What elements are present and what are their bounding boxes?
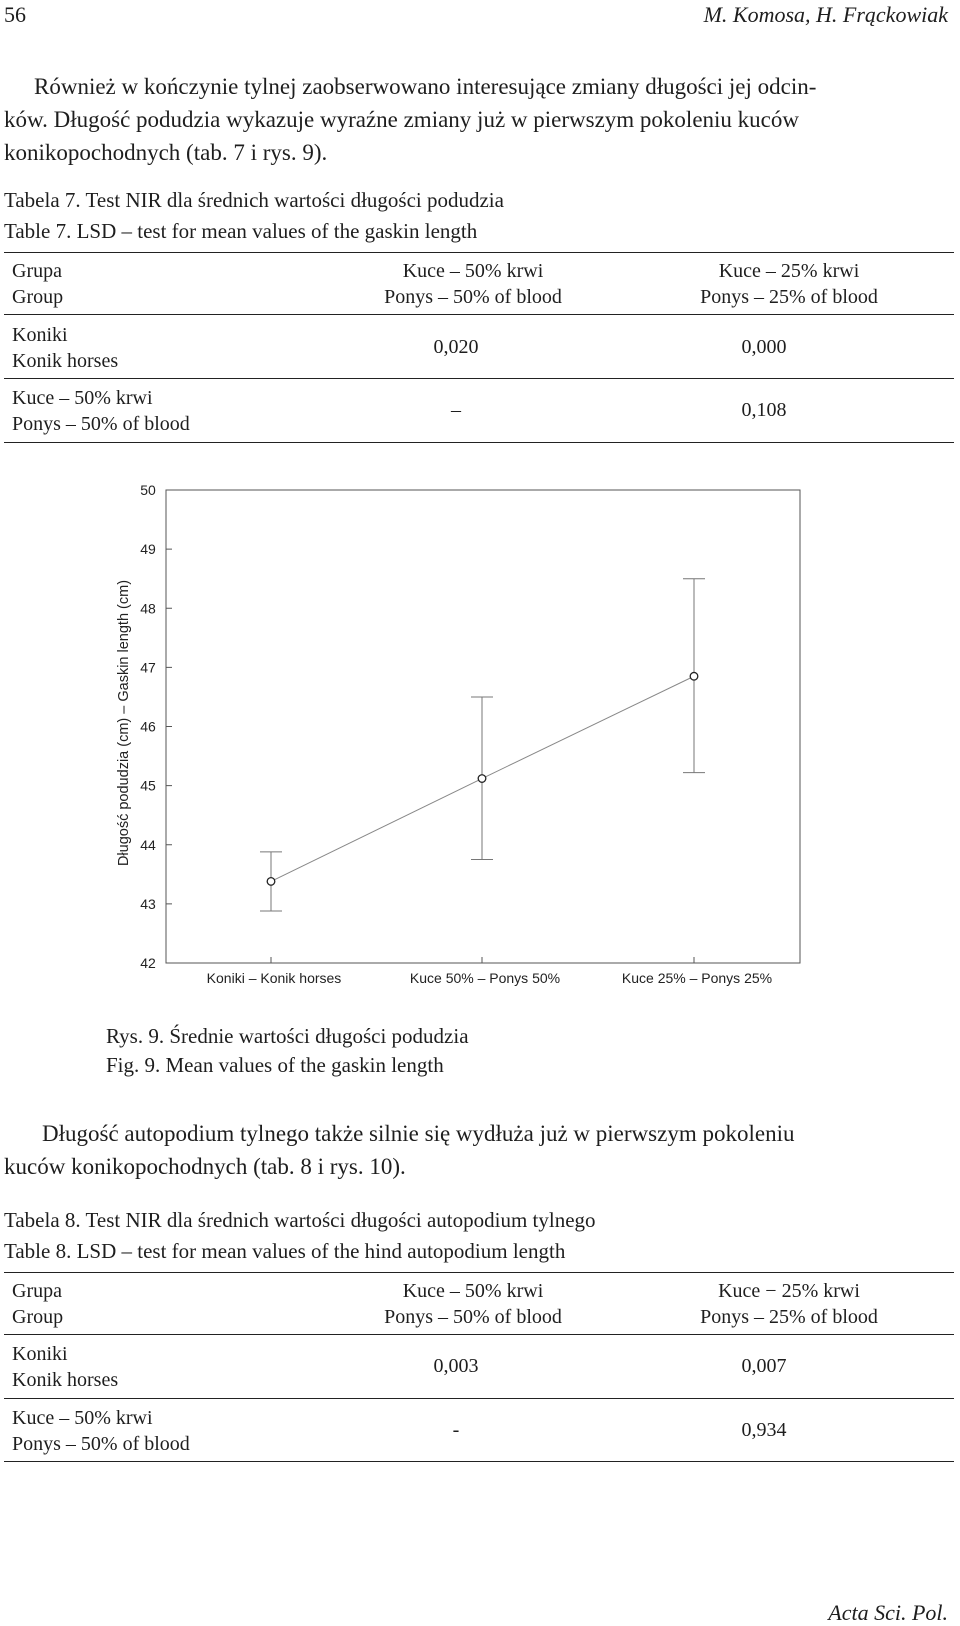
header-label: Kuce − 25% krwi (718, 1280, 860, 1302)
table7-row-group (12, 385, 190, 437)
y-tick-label: 44 (140, 836, 156, 853)
figure9-caption-pl: Rys. 9. Średnie wartości długości podudzia (106, 1024, 469, 1048)
y-tick-label: 46 (140, 718, 156, 735)
row-label: Konik horses (12, 1369, 119, 1391)
table8-header-ponys25 (696, 1278, 882, 1330)
table8-cell-value: 0,003 (433, 1355, 479, 1377)
header-label: Kuce – 50% krwi (402, 1280, 544, 1302)
table-rule (4, 1398, 954, 1399)
table-rule (4, 442, 954, 443)
gaskin-length-chart (0, 470, 960, 1010)
header-label: Ponys – 50% of blood (384, 1306, 562, 1328)
paragraph-intro (4, 70, 954, 169)
table8-caption-pl: Tabela 8. Test NIR dla średnich wartości długości autopodium tylnego (4, 1208, 596, 1232)
paragraph-line: konikopochodnych (tab. 7 i rys. 9). (4, 140, 328, 165)
table7-header-ponys25 (696, 258, 882, 310)
table7-caption-pl: Tabela 7. Test NIR dla średnich wartości długości podudzia (4, 188, 504, 212)
y-tick-label: 45 (140, 777, 156, 794)
row-label: Ponys – 50% of blood (12, 1433, 190, 1455)
table8-cell-value: 0,007 (741, 1355, 787, 1377)
mean-point (478, 775, 486, 783)
table7-header-ponys50 (380, 258, 566, 310)
row-label: Kuce – 50% krwi (12, 1407, 153, 1429)
table7-cell-value: – (451, 399, 461, 421)
table7-header-group (12, 258, 63, 310)
chart-frame (166, 490, 800, 963)
table8-header-group (12, 1278, 63, 1330)
y-axis-label: Długość podudzia (cm) – Gaskin length (cm) (116, 579, 132, 867)
paragraph-autopodium (4, 1117, 954, 1183)
table8-header-ponys50 (380, 1278, 566, 1330)
header-label: Ponys – 25% of blood (700, 1306, 878, 1328)
y-axis-ticks (140, 482, 172, 971)
x-tick-label: Kuce 25% – Ponys 25% (621, 970, 773, 986)
journal-footer: Acta Sci. Pol. (828, 1600, 948, 1625)
table-rule (4, 1334, 954, 1335)
page-number: 56 (4, 2, 26, 27)
table7-cell-value: 0,020 (433, 336, 479, 358)
mean-point (267, 878, 275, 886)
y-tick-label: 47 (140, 659, 156, 676)
table7-cell-value: 0,108 (741, 399, 787, 421)
row-label: Koniki (12, 1343, 68, 1365)
x-tick-label: Koniki – Konik horses (206, 970, 342, 986)
paragraph-line: ków. Długość podudzia wykazuje wyraźne zmiany już w pierwszym pokoleniu kuców (4, 107, 799, 132)
plot-area (166, 490, 800, 963)
table-rule (4, 252, 954, 253)
table-rule (4, 378, 954, 379)
table-rule (4, 1272, 954, 1273)
header-label: Ponys – 50% of blood (384, 286, 562, 308)
x-tick-label: Kuce 50% – Ponys 50% (409, 970, 561, 986)
table-rule (4, 1461, 954, 1462)
header-label: Ponys – 25% of blood (700, 286, 878, 308)
header-label: Grupa (12, 260, 62, 282)
table7-cell-value: 0,000 (741, 336, 787, 358)
x-axis-ticks (207, 957, 772, 986)
y-tick-label: 49 (140, 541, 156, 558)
header-label: Kuce – 50% krwi (402, 260, 544, 282)
table-rule (4, 314, 954, 315)
figure9-caption-en: Fig. 9. Mean values of the gaskin length (106, 1053, 444, 1077)
table7-caption-en: Table 7. LSD – test for mean values of the gaskin length (4, 219, 478, 243)
paragraph-line: Również w kończynie tylnej zaobserwowano interesujące zmiany długości jej odcin- (34, 74, 817, 99)
table7-row-group (12, 322, 118, 374)
error-bars (260, 579, 705, 911)
table8-row-group (12, 1341, 118, 1393)
y-tick-label: 50 (140, 482, 156, 498)
table8-caption-en: Table 8. LSD – test for mean values of the hind autopodium length (4, 1239, 566, 1263)
y-tick-label: 42 (140, 955, 156, 971)
y-tick-label: 43 (140, 895, 156, 912)
header-label: Grupa (12, 1280, 62, 1302)
row-label: Koniki (12, 324, 68, 346)
running-head-authors: M. Komosa, H. Frąckowiak (703, 2, 948, 27)
paragraph-line: kuców konikopochodnych (tab. 8 i rys. 10). (4, 1154, 406, 1179)
row-label: Ponys – 50% of blood (12, 413, 190, 435)
mean-point (690, 672, 698, 680)
row-label: Konik horses (12, 350, 119, 372)
table8-cell-value: 0,934 (741, 1419, 787, 1441)
y-tick-label: 48 (140, 600, 156, 617)
table8-row-group (12, 1405, 190, 1457)
paragraph-line: Długość autopodium tylnego także silnie się wydłuża już w pierwszym pokoleniu (42, 1121, 795, 1146)
header-label: Group (12, 1306, 64, 1328)
table8-cell-value: - (452, 1419, 460, 1441)
row-label: Kuce – 50% krwi (12, 387, 153, 409)
header-label: Kuce – 25% krwi (718, 260, 860, 282)
header-label: Group (12, 286, 64, 308)
